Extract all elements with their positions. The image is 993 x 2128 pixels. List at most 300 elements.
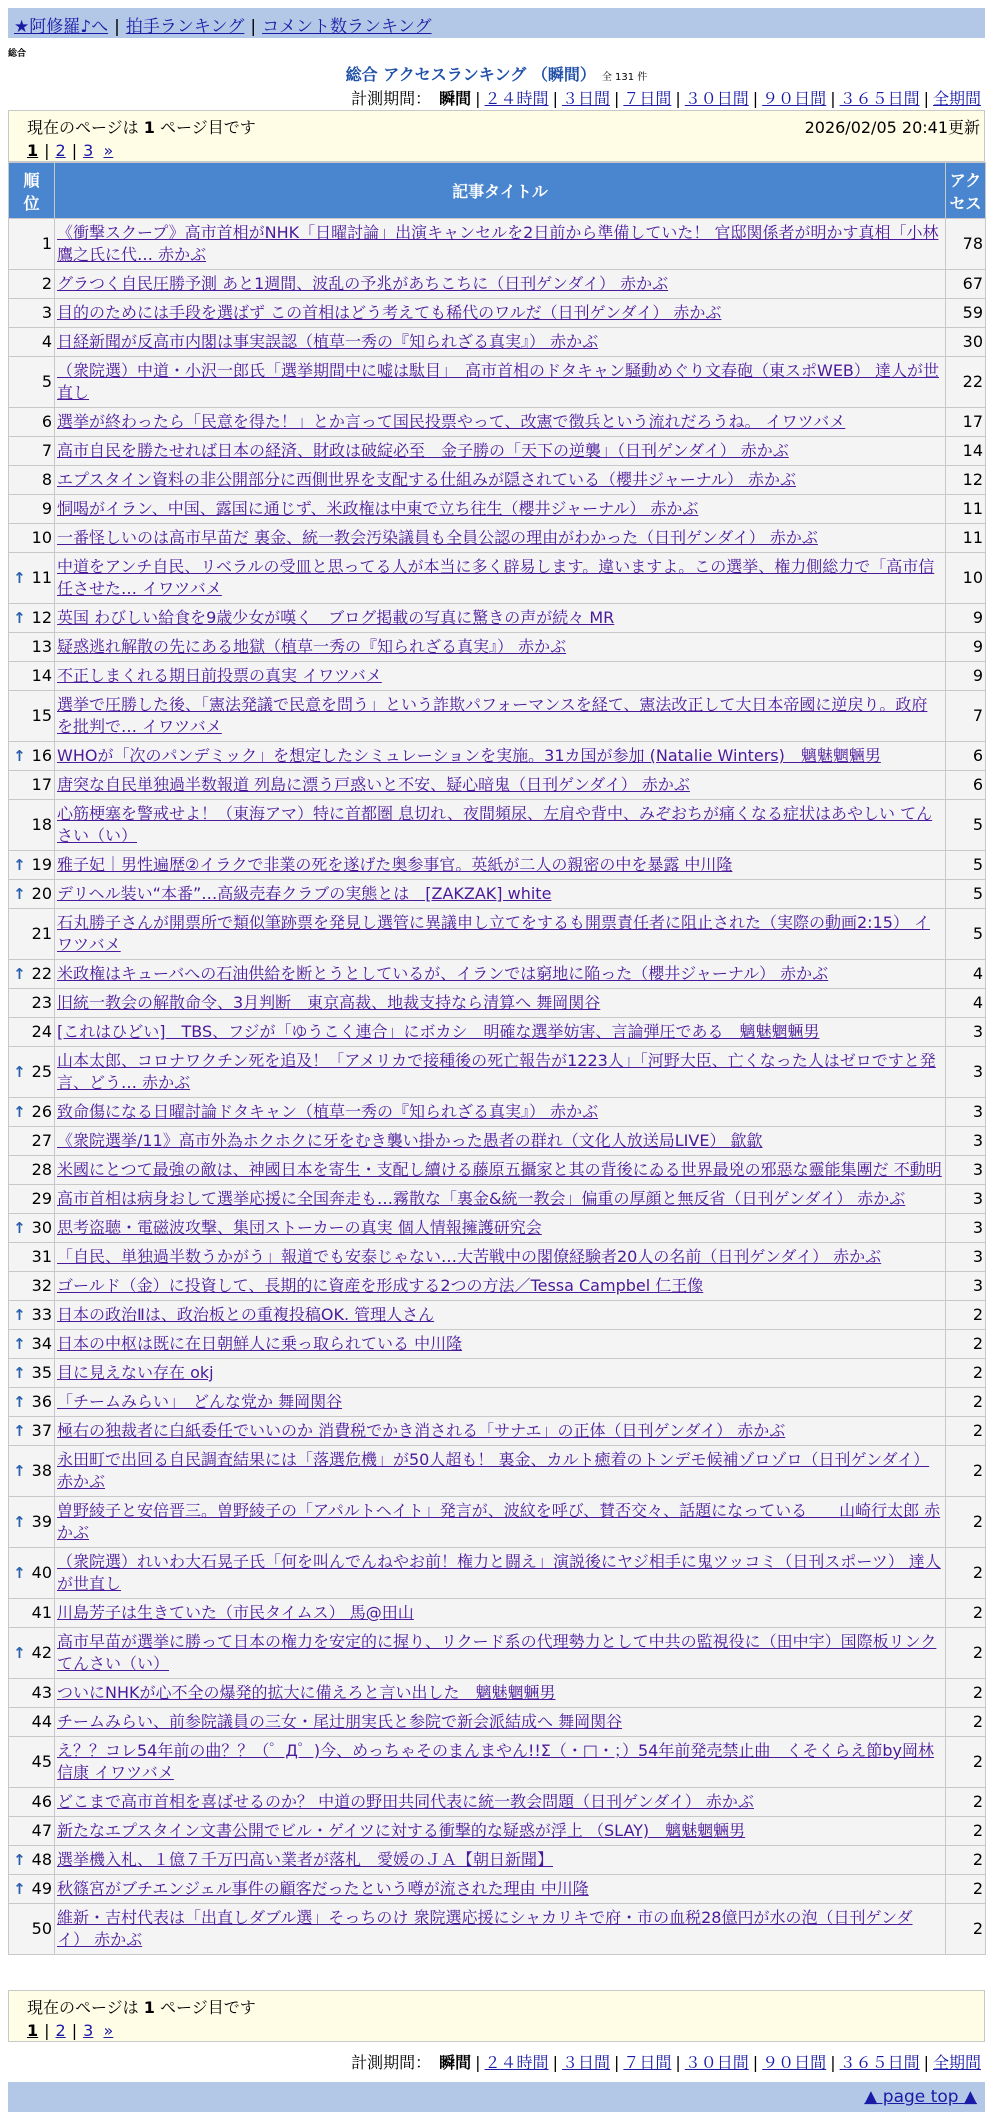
rank-cell <box>9 1817 55 1846</box>
period-current: 瞬間 <box>439 2053 472 2072</box>
rank-cell <box>9 328 55 357</box>
table-row <box>9 1018 986 1047</box>
rank-number: 27 <box>31 1131 52 1150</box>
article-link[interactable]: 米國にとつて最強の敵は、神國日本を寄生・支配し續ける藤原五攝家と其の背後にゐる世界最兇の邪惡な靈能集團だ 不動明 <box>57 1160 942 1179</box>
access-cell: 59 <box>946 299 986 328</box>
rank-up-arrow-icon: ↑ <box>13 1103 26 1121</box>
article-link[interactable]: デリヘル装い“本番”…高級売春クラブの実態とは [ZAKZAK] white <box>57 884 552 903</box>
title-cell <box>55 1599 946 1628</box>
article-link[interactable]: エプスタイン資料の非公開部分に西側世界を支配する仕組みが隠されている（櫻井ジャーナル） 赤かぶ <box>57 470 797 489</box>
table-row <box>9 1679 986 1708</box>
rank-cell <box>9 1330 55 1359</box>
article-link[interactable]: 高市首相は病身おして選挙応援に全国奔走も…霧散な「裏金&統一教会」偏重の厚顔と無反省（日刊ゲンダイ） 赤かぶ <box>57 1189 906 1208</box>
rank-number: 21 <box>31 924 52 943</box>
title-cell <box>55 1788 946 1817</box>
article-link[interactable]: （衆院選）れいわ大石晃子氏「何を叫んでんねやお前！権力と闘え」演説後にヤジ相手に鬼ツッコミ（日刊スポーツ） 達人が世直し <box>57 1552 941 1593</box>
rank-cell <box>9 219 55 270</box>
page-top-link[interactable]: ▲ page top ▲ <box>864 2087 977 2107</box>
article-link[interactable]: 選挙機入札、１億７千万円高い業者が落札 愛媛のＪＡ【朝日新聞】 <box>57 1850 554 1869</box>
period-separator: | <box>923 2053 929 2072</box>
title-cell <box>55 1548 946 1599</box>
period-link-1[interactable]: ３日間 <box>561 2053 610 2072</box>
access-cell: 22 <box>946 357 986 408</box>
rank-cell <box>9 495 55 524</box>
article-link[interactable]: 目的のためには手段を選ばず この首相はどう考えても稀代のワルだ（日刊ゲンダイ） 赤かぶ <box>57 303 722 322</box>
rank-up-arrow-icon: ↑ <box>13 1422 26 1440</box>
title-cell <box>55 1904 946 1955</box>
access-cell: 3 <box>946 1185 986 1214</box>
title-cell <box>55 219 946 270</box>
updated-timestamp: 2026/02/05 20:41更新 <box>804 118 980 137</box>
access-cell: 9 <box>946 662 986 691</box>
rank-up-arrow-icon: ↑ <box>13 1335 26 1353</box>
ranking-table <box>8 162 986 1955</box>
period-link-3[interactable]: ３０日間 <box>684 2053 749 2072</box>
pager-link-2[interactable]: 2 <box>55 141 66 160</box>
article-link[interactable]: 雅子妃｜男性遍歴②イラクで非業の死を遂げた奥参事官。英紙が二人の親密の中を暴露 中川隆 <box>57 855 733 874</box>
rank-number: 22 <box>31 964 52 983</box>
current-page-text <box>27 115 256 138</box>
table-row <box>9 771 986 800</box>
access-cell: 2 <box>946 1417 986 1446</box>
rank-cell <box>9 466 55 495</box>
table-row <box>9 1875 986 1904</box>
rank-number: 19 <box>31 855 52 874</box>
title-cell <box>55 437 946 466</box>
period-separator: | <box>830 2053 836 2072</box>
rank-cell <box>9 1708 55 1737</box>
title-cell <box>55 1047 946 1098</box>
access-cell: 6 <box>946 771 986 800</box>
access-cell: 11 <box>946 495 986 524</box>
rank-number: 5 <box>41 372 52 391</box>
title-cell <box>55 851 946 880</box>
header-access <box>946 163 986 219</box>
article-link[interactable]: 「自民、単独過半数うかがう」報道でも安泰じゃない…大苦戦中の閣僚経験者20人の名前（日刊ゲンダイ） 赤かぶ <box>57 1247 882 1266</box>
title-cell <box>55 1330 946 1359</box>
rank-cell <box>9 771 55 800</box>
article-link[interactable]: 日経新聞が反高市内閣は事実誤認（植草一秀の『知られざる真実』） 赤かぶ <box>57 332 599 351</box>
table-row <box>9 328 986 357</box>
rank-cell <box>9 270 55 299</box>
period-link-4[interactable]: ９０日間 <box>762 89 827 108</box>
title-cell <box>55 662 946 691</box>
article-link[interactable]: 秋篠宮がブチエンジェル事件の顧客だったという噂が流された理由 中川隆 <box>57 1879 589 1898</box>
rank-cell <box>9 1737 55 1788</box>
article-link[interactable]: 米政権はキューバへの石油供給を断とうとしているが、イランでは窮地に陥った（櫻井ジャーナル） 赤かぶ <box>57 964 829 983</box>
access-cell: 2 <box>946 1846 986 1875</box>
article-link[interactable]: ついにNHKが心不全の爆発的拡大に備えろと言い出した 魑魅魍魎男 <box>57 1683 556 1702</box>
table-row <box>9 800 986 851</box>
rank-up-arrow-icon: ↑ <box>13 1564 26 1582</box>
rank-number: 42 <box>31 1643 52 1662</box>
table-row <box>9 1628 986 1679</box>
table-row <box>9 357 986 408</box>
period-separator: | <box>752 2053 759 2072</box>
period-link-0[interactable]: ２４時間 <box>484 2053 549 2072</box>
article-link[interactable]: え？？コレ54年前の曲？？（゜Д゜)今、めっちゃそのまんまやん!!Σ（・□・；）54年前発売禁止曲 くそくらえ節by岡林信康 イワツバメ <box>57 1741 934 1782</box>
article-link[interactable]: [これはひどい] TBS、フジが「ゆうこく連合」にボカシ 明確な選挙妨害、言論弾圧である 魑魅魍魎男 <box>57 1022 820 1041</box>
rank-number: 4 <box>41 332 52 351</box>
table-row <box>9 691 986 742</box>
period-link-2[interactable]: ７日間 <box>623 89 672 108</box>
period-link-6[interactable]: 全期間 <box>932 89 981 108</box>
table-row <box>9 742 986 771</box>
table-row <box>9 270 986 299</box>
article-link[interactable]: グラつく自民圧勝予測 あと1週間、波乱の予兆があちこちに（日刊ゲンダイ） 赤かぶ <box>57 274 669 293</box>
rank-cell <box>9 909 55 960</box>
page-number: 1 <box>143 1998 155 2017</box>
access-cell: 5 <box>946 800 986 851</box>
ranking-title: 総合 アクセスランキング （瞬間） <box>345 65 596 84</box>
rank-cell <box>9 960 55 989</box>
rank-up-arrow-icon: ↑ <box>13 1644 26 1662</box>
article-link[interactable]: 目に見えない存在 okj <box>57 1363 214 1382</box>
article-link[interactable]: 曽野綾子と安倍晋三。曽野綾子の「アパルトヘイト」発言が、波紋を呼び、賛否交々、話題になっている 山崎行太郎 赤かぶ <box>57 1501 941 1542</box>
pagination <box>27 2021 113 2040</box>
rank-number: 11 <box>31 568 52 587</box>
nav-home-link[interactable]: ★阿修羅♪へ <box>14 17 109 37</box>
header-rank <box>9 163 55 219</box>
title-cell <box>55 270 946 299</box>
pager-next-link[interactable]: » <box>103 141 114 160</box>
period-link-4[interactable]: ９０日間 <box>762 2053 827 2072</box>
article-link[interactable]: 選挙で圧勝した後、「憲法発議で民意を問う」という詐欺パフォーマンスを経て、憲法改正して大日本帝國に逆戻り。政府を批判で… イワツバメ <box>57 695 928 736</box>
article-link[interactable]: 山本太郎、コロナワクチン死を追及！「アメリカで接種後の死亡報告が1223人」「河野大臣、亡くなった人はゼロですと発言、どう… 赤かぶ <box>57 1051 936 1092</box>
rank-cell <box>9 1127 55 1156</box>
rank-cell <box>9 1185 55 1214</box>
rank-cell <box>9 1301 55 1330</box>
article-link[interactable]: 高市早苗が選挙に勝って日本の権力を安定的に握り、リクード系の代理勢力として中共の監視役に（田中宇）国際板リンク てんさい（い） <box>57 1632 937 1673</box>
nav-separator: | <box>250 17 257 37</box>
header-title: 記事タイトル <box>55 163 946 219</box>
rank-number: 17 <box>31 775 52 794</box>
article-link[interactable]: チームみらい、前参院議員の三女・尾辻朋実氏と参院で新会派結成へ 舞岡関谷 <box>57 1712 623 1731</box>
table-row <box>9 851 986 880</box>
table-row <box>9 553 986 604</box>
access-cell: 2 <box>946 1497 986 1548</box>
period-separator: | <box>923 89 929 108</box>
title-cell <box>55 1679 946 1708</box>
table-row <box>9 1214 986 1243</box>
rank-cell <box>9 553 55 604</box>
rank-number: 7 <box>41 441 52 460</box>
access-cell: 5 <box>946 880 986 909</box>
table-row <box>9 1330 986 1359</box>
rank-cell <box>9 691 55 742</box>
rank-cell <box>9 299 55 328</box>
rank-number: 39 <box>31 1512 52 1531</box>
article-link[interactable]: 維新・吉村代表は「出直しダブル選」そっちのけ 衆院選応援にシャカリキで府・市の血税28億円が水の泡（日刊ゲンダイ） 赤かぶ <box>57 1908 913 1949</box>
rank-cell <box>9 851 55 880</box>
rank-number: 30 <box>31 1218 52 1237</box>
rank-number: 20 <box>31 884 52 903</box>
table-row <box>9 495 986 524</box>
access-cell: 2 <box>946 1875 986 1904</box>
period-separator: | <box>552 2053 558 2072</box>
period-label: 計測期間： <box>351 89 432 108</box>
article-link[interactable]: 疑惑逃れ解散の先にある地獄（植草一秀の『知られざる真実』） 赤かぶ <box>57 637 567 656</box>
table-row <box>9 960 986 989</box>
table-row <box>9 604 986 633</box>
article-link[interactable]: 致命傷になる日曜討論ドタキャン（植草一秀の『知られざる真実』） 赤かぶ <box>57 1102 599 1121</box>
rank-cell <box>9 1243 55 1272</box>
rank-cell <box>9 1875 55 1904</box>
page-suffix: ページ目です <box>160 118 256 137</box>
rank-cell <box>9 1214 55 1243</box>
rank-number: 9 <box>41 499 52 518</box>
period-link-5[interactable]: ３６５日間 <box>839 2053 920 2072</box>
rank-number: 2 <box>41 274 52 293</box>
rank-cell <box>9 1446 55 1497</box>
rank-up-arrow-icon: ↑ <box>13 856 26 874</box>
rank-number: 29 <box>31 1189 52 1208</box>
article-link[interactable]: 石丸勝子さんが開票所で類似筆跡票を発見し選管に異議申し立てをするも開票責任者に阻止された（実際の動画2:15） イワツバメ <box>57 913 931 954</box>
rank-number: 46 <box>31 1792 52 1811</box>
period-link-3[interactable]: ３０日間 <box>684 89 749 108</box>
article-link[interactable]: 不正しまくれる期日前投票の真実 イワツバメ <box>57 666 382 685</box>
rank-cell <box>9 1156 55 1185</box>
title-cell <box>55 1446 946 1497</box>
title-cell <box>55 1127 946 1156</box>
table-row <box>9 1846 986 1875</box>
period-link-0[interactable]: ２４時間 <box>484 89 549 108</box>
rank-number: 23 <box>31 993 52 1012</box>
title-cell <box>55 1214 946 1243</box>
access-cell: 2 <box>946 1599 986 1628</box>
rank-number: 12 <box>31 608 52 627</box>
title-cell <box>55 1243 946 1272</box>
access-cell: 2 <box>946 1548 986 1599</box>
rank-cell <box>9 880 55 909</box>
article-link[interactable]: 《衆院選挙/11》高市外為ホクホクに牙をむき襲い掛かった愚者の群れ（文化人放送局LIVE） 歙歙 <box>57 1131 763 1150</box>
rank-up-arrow-icon: ↑ <box>13 569 26 587</box>
rank-number: 14 <box>31 666 52 685</box>
table-row <box>9 1388 986 1417</box>
rank-cell <box>9 989 55 1018</box>
title-cell <box>55 742 946 771</box>
table-row <box>9 1098 986 1127</box>
article-link[interactable]: 日本の政治Ⅱは、政治板との重複投稿OK. 管理人さん <box>57 1305 435 1324</box>
rank-number: 3 <box>41 303 52 322</box>
title-cell <box>55 495 946 524</box>
title-cell <box>55 1185 946 1214</box>
period-separator: | <box>613 89 620 108</box>
access-cell: 78 <box>946 219 986 270</box>
pager-current: 1 <box>27 141 39 160</box>
period-separator: | <box>475 89 481 108</box>
rank-number: 16 <box>31 746 52 765</box>
title-cell <box>55 299 946 328</box>
rank-cell <box>9 1359 55 1388</box>
table-row <box>9 1497 986 1548</box>
current-page-text <box>27 1995 256 2018</box>
rank-number: 28 <box>31 1160 52 1179</box>
page-info-bottom <box>8 1990 985 2042</box>
rank-up-arrow-icon: ↑ <box>13 965 26 983</box>
table-row <box>9 466 986 495</box>
title-cell <box>55 357 946 408</box>
title-cell <box>55 1846 946 1875</box>
rank-up-arrow-icon: ↑ <box>13 1393 26 1411</box>
title-cell <box>55 1301 946 1330</box>
rank-number: 32 <box>31 1276 52 1295</box>
article-link[interactable]: 心筋梗塞を警戒せよ！（東海アマ）特に首都圏 息切れ、夜間頻尿、左肩や背中、みぞおちが痛くなる症状はあやしい てんさい（い） <box>57 804 933 845</box>
access-cell: 2 <box>946 1359 986 1388</box>
rank-number: 35 <box>31 1363 52 1382</box>
rank-number: 49 <box>31 1879 52 1898</box>
article-link[interactable]: 恫喝がイラン、中国、露国に通じず、米政権は中東で立ち往生（櫻井ジャーナル） 赤かぶ <box>57 499 699 518</box>
table-row <box>9 1417 986 1446</box>
title-cell <box>55 524 946 553</box>
article-link[interactable]: 旧統一教会の解散命令、3月判断 東京高裁、地裁支持なら清算へ 舞岡関谷 <box>57 993 601 1012</box>
period-separator: | <box>552 89 558 108</box>
article-link[interactable]: ゴールド（金）に投資して、長期的に資産を形成する2つの方法／Tessa Campbel 仁王像 <box>57 1276 704 1295</box>
title-cell <box>55 1098 946 1127</box>
table-row <box>9 1301 986 1330</box>
rank-number: 34 <box>31 1334 52 1353</box>
table-row <box>9 1817 986 1846</box>
period-link-1[interactable]: ３日間 <box>561 89 610 108</box>
table-row <box>9 524 986 553</box>
access-cell: 2 <box>946 1301 986 1330</box>
nav-comment-ranking-link[interactable]: コメント数ランキング <box>262 17 432 37</box>
table-row <box>9 909 986 960</box>
article-link[interactable]: 川島芳子は生きていた（市民タイムス） 馬@田山 <box>57 1603 414 1622</box>
pager-separator: | <box>71 141 78 160</box>
access-cell: 2 <box>946 1788 986 1817</box>
header-access-line1: アク <box>949 170 982 190</box>
period-link-6[interactable]: 全期間 <box>932 2053 981 2072</box>
access-cell: 9 <box>946 633 986 662</box>
article-link[interactable]: 唐突な自民単独過半数報道 列島に漂う戸惑いと不安、疑心暗鬼（日刊ゲンダイ） 赤かぶ <box>57 775 690 794</box>
pager-link-2[interactable]: 2 <box>55 2021 66 2040</box>
table-row <box>9 1548 986 1599</box>
rank-number: 43 <box>31 1683 52 1702</box>
article-link[interactable]: 新たなエプスタイン文書公開でビル・ゲイツに対する衝撃的な疑惑が浮上 （SLAY) 魑魅魍魎男 <box>57 1821 746 1840</box>
access-cell: 14 <box>946 437 986 466</box>
article-link[interactable]: 高市自民を勝たせれば日本の経済、財政は破綻必至 金子勝の「天下の逆襲」（日刊ゲンダイ） 赤かぶ <box>57 441 789 460</box>
rank-cell <box>9 1548 55 1599</box>
title-cell <box>55 553 946 604</box>
rank-cell <box>9 1904 55 1955</box>
table-row <box>9 1708 986 1737</box>
rank-up-arrow-icon: ↑ <box>13 1063 26 1081</box>
rank-up-arrow-icon: ↑ <box>13 1364 26 1382</box>
article-link[interactable]: 日本の中枢は既に在日朝鮮人に乗っ取られている 中川隆 <box>57 1334 463 1353</box>
access-cell: 6 <box>946 742 986 771</box>
rank-number: 13 <box>31 637 52 656</box>
access-cell: 3 <box>946 1156 986 1185</box>
title-cell <box>55 408 946 437</box>
access-cell: 3 <box>946 1018 986 1047</box>
rank-number: 24 <box>31 1022 52 1041</box>
article-link[interactable]: どこまで高市首相を喜ばせるのか？ 中道の野田共同代表に統一教会問題（日刊ゲンダイ） 赤かぶ <box>57 1792 754 1811</box>
rank-cell <box>9 633 55 662</box>
rank-cell <box>9 1272 55 1301</box>
title-cell <box>55 604 946 633</box>
rank-number: 25 <box>31 1062 52 1081</box>
title-cell <box>55 466 946 495</box>
rank-cell <box>9 357 55 408</box>
header-access-line2: セス <box>949 193 982 213</box>
title-cell <box>55 880 946 909</box>
article-link[interactable]: 極右の独裁者に白紙委任でいいのか 消費税でかき消される「サナエ」の正体（日刊ゲンダイ） 赤かぶ <box>57 1421 786 1440</box>
access-cell: 4 <box>946 960 986 989</box>
article-link[interactable]: 選挙が終わったら「民意を得た！」とか言って国民投票やって、改憲で徴兵という流れだろうね。 イワツバメ <box>57 412 846 431</box>
nav-applause-ranking-link[interactable]: 拍手ランキング <box>125 17 245 37</box>
rank-number: 33 <box>31 1305 52 1324</box>
rank-up-arrow-icon: ↑ <box>13 1219 26 1237</box>
rank-number: 8 <box>41 470 52 489</box>
access-cell: 5 <box>946 851 986 880</box>
table-row <box>9 408 986 437</box>
rank-number: 41 <box>31 1603 52 1622</box>
access-cell: 3 <box>946 1127 986 1156</box>
access-cell: 10 <box>946 553 986 604</box>
table-row <box>9 989 986 1018</box>
article-link[interactable]: 「チームみらい」 どんな党か 舞岡関谷 <box>57 1392 343 1411</box>
rank-up-arrow-icon: ↑ <box>13 1851 26 1869</box>
title-cell <box>55 691 946 742</box>
table-row <box>9 1127 986 1156</box>
period-label: 計測期間： <box>351 2053 432 2072</box>
rank-number: 36 <box>31 1392 52 1411</box>
article-link[interactable]: WHOが「次のパンデミック」を想定したシミュレーションを実施。31カ国が参加 (Natalie Winters) 魑魅魍魎男 <box>57 746 881 765</box>
period-link-2[interactable]: ７日間 <box>623 2053 672 2072</box>
article-link[interactable]: 思考盗聴・電磁波攻撃、集団ストーカーの真実 個人情報擁護研究会 <box>57 1218 542 1237</box>
access-cell: 2 <box>946 1708 986 1737</box>
title-cell <box>55 1417 946 1446</box>
title-cell <box>55 989 946 1018</box>
title-cell <box>55 1156 946 1185</box>
rank-cell <box>9 1417 55 1446</box>
pagination <box>27 141 113 160</box>
access-cell: 2 <box>946 1388 986 1417</box>
title-cell <box>55 1875 946 1904</box>
access-cell: 2 <box>946 1446 986 1497</box>
access-cell: 12 <box>946 466 986 495</box>
rank-up-arrow-icon: ↑ <box>13 1306 26 1324</box>
table-row <box>9 1156 986 1185</box>
pager-next-link[interactable]: » <box>103 2021 114 2040</box>
header-rank-line2: 位 <box>23 193 40 213</box>
rank-number: 31 <box>31 1247 52 1266</box>
rank-cell <box>9 1047 55 1098</box>
article-link[interactable]: 一番怪しいのは高市早苗だ 裏金、統一教会汚染議員も全員公認の理由がわかった（日刊ゲンダイ） 赤かぶ <box>57 528 818 547</box>
rank-cell <box>9 1497 55 1548</box>
article-link[interactable]: 中道をアンチ自民、リベラルの受皿と思ってる人が本当に多く辟易します。違いますよ。この選挙、権力側総力で「高市信任させた… イワツバメ <box>57 557 935 598</box>
page-suffix: ページ目です <box>160 1998 256 2017</box>
rank-number: 50 <box>31 1919 52 1938</box>
article-link[interactable]: 英国 わびしい給食を9歳少女が嘆く ブログ掲載の写真に驚きの声が続々 MR <box>57 608 615 627</box>
pager-link-3[interactable]: 3 <box>83 141 94 160</box>
pager-current: 1 <box>27 2021 39 2040</box>
rank-cell <box>9 662 55 691</box>
article-link[interactable]: 《衝撃スクープ》高市首相がNHK「日曜討論」出演キャンセルを2日前から準備していた！ 官邸関係者が明かす真相「小林鷹之氏に代… 赤かぶ <box>57 223 939 264</box>
period-current: 瞬間 <box>439 89 472 108</box>
pager-link-3[interactable]: 3 <box>83 2021 94 2040</box>
article-link[interactable]: 永田町で出回る自民調査結果には「落選危機」が50人超も！ 裏金、カルト癒着のトンデモ候補ゾロゾロ（日刊ゲンダイ） 赤かぶ <box>57 1450 930 1491</box>
period-link-5[interactable]: ３６５日間 <box>839 89 920 108</box>
ranking-heading <box>0 62 993 85</box>
rank-number: 45 <box>31 1752 52 1771</box>
pager-separator: | <box>44 2021 50 2040</box>
rank-number: 10 <box>31 528 52 547</box>
page-prefix: 現在のページは <box>27 118 139 137</box>
article-link[interactable]: （衆院選）中道・小沢一郎氏「選挙期間中に嘘は駄目」 高市首相のドタキャン騒動めぐり文春砲（東スポWEB） 達人が世直し <box>57 361 939 402</box>
access-cell: 7 <box>946 691 986 742</box>
